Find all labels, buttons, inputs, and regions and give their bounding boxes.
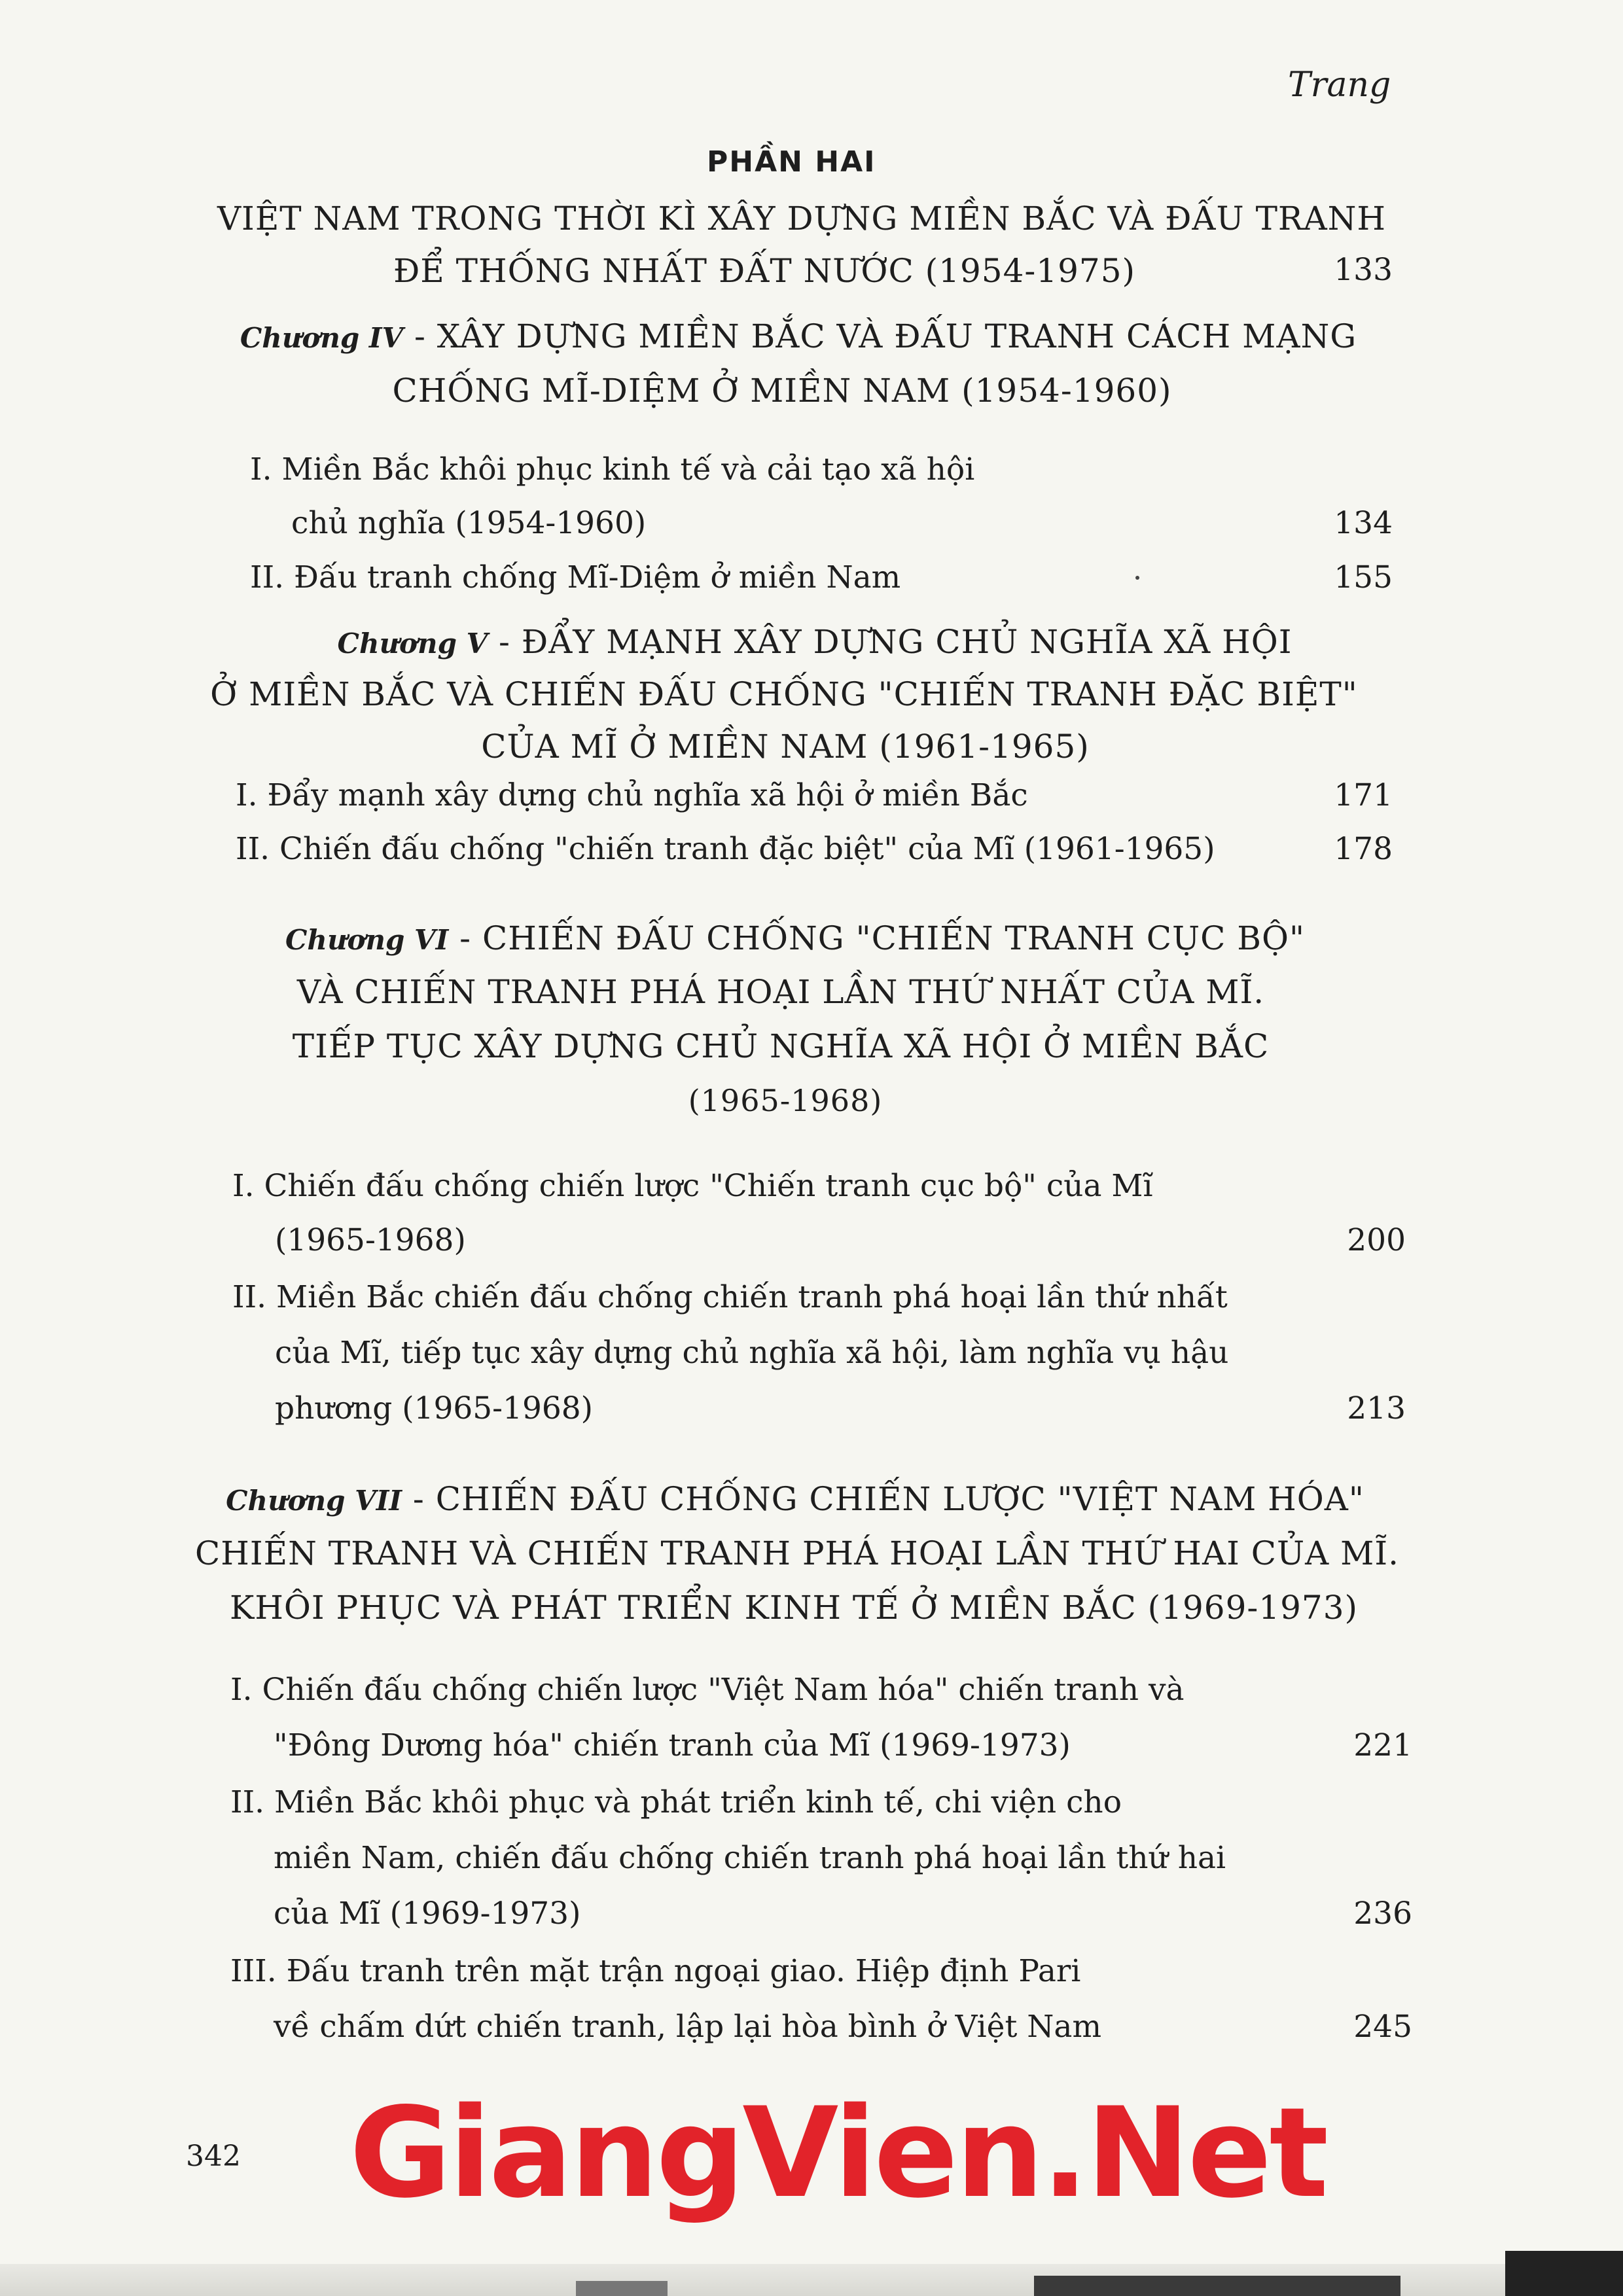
toc-entry-line: miền Nam, chiến đấu chống chiến tranh phá hoại lần thứ hai [274,1840,1226,1876]
part-title-line1: VIỆT NAM TRONG THỜI KÌ XÂY DỰNG MIỀN BẮC VÀ ĐẤU TRANH [217,200,1387,238]
toc-entry-page: 171 [1334,777,1393,813]
toc-entry-page: 178 [1334,831,1393,867]
toc-entry-line: "Đông Dương hóa" chiến tranh của Mĩ (1969-1973) [274,1727,1071,1763]
chapter-vi-line2: VÀ CHIẾN TRANH PHÁ HOẠI LẦN THỨ NHẤT CỦA MĨ. [296,973,1265,1011]
toc-entry-page: 236 [1353,1896,1412,1932]
scan-speck [1135,576,1139,580]
toc-entry-line: (1965-1968) [275,1222,466,1258]
toc-entry-page: 245 [1353,2009,1412,2045]
toc-entry-page: 213 [1347,1390,1406,1426]
toc-entry-page: 200 [1347,1222,1406,1258]
part-label: PHẦN HAI [707,145,876,179]
toc-entry-line: II. Miền Bắc chiến đấu chống chiến tranh phá hoại lần thứ nhất [232,1279,1228,1315]
toc-entry-line: II. Chiến đấu chống "chiến tranh đặc biệt" của Mĩ (1961-1965) [236,831,1215,867]
scan-artifact [1505,2251,1623,2296]
chapter-iv-heading [240,317,1357,355]
toc-entry-line: III. Đấu tranh trên mặt trận ngoại giao. Hiệp định Pari [230,1953,1081,1989]
toc-entry-line: II. Đấu tranh chống Mĩ-Diệm ở miền Nam [250,559,901,595]
toc-entry-line: của Mĩ (1969-1973) [274,1896,581,1932]
chapter-vi-line4: (1965-1968) [688,1083,883,1118]
chapter-title: - CHIẾN ĐẤU CHỐNG "CHIẾN TRANH CỤC BỘ" [448,919,1306,957]
toc-entry-page: 221 [1353,1727,1412,1763]
toc-entry-line: I. Đẩy mạnh xây dựng chủ nghĩa xã hội ở miền Bắc [236,777,1028,813]
part-page: 133 [1334,252,1393,288]
chapter-vii-heading [226,1480,1364,1518]
toc-entry-line: II. Miền Bắc khôi phục và phát triển kinh tế, chi viện cho [230,1784,1122,1820]
toc-entry-line: phương (1965-1968) [275,1390,593,1426]
chapter-label: Chương VI [285,924,449,956]
page-number: 342 [186,2140,241,2173]
chapter-label: Chương VII [226,1485,402,1517]
toc-entry-page: 155 [1334,559,1393,595]
chapter-vii-line3: KHÔI PHỤC VÀ PHÁT TRIỂN KINH TẾ Ở MIỀN BẮC (1969-1973) [229,1589,1359,1627]
chapter-iv-line2: CHỐNG MĨ-DIỆM Ở MIỀN NAM (1954-1960) [392,372,1172,410]
chapter-v-heading [338,623,1293,661]
chapter-title: - ĐẨY MẠNH XÂY DỰNG CHỦ NGHĨA XÃ HỘI [488,623,1293,661]
chapter-label: Chương IV [240,322,404,354]
scan-artifact [1034,2276,1400,2296]
watermark: GiangVien.Net [349,2081,1327,2225]
toc-entry-line: I. Chiến đấu chống chiến lược "Chiến tranh cục bộ" của Mĩ [232,1168,1153,1204]
toc-entry-page: 134 [1334,505,1393,541]
chapter-vi-line3: TIẾP TỤC XÂY DỰNG CHỦ NGHĨA XÃ HỘI Ở MIỀN BẮC [292,1027,1270,1065]
scan-artifact [576,2281,668,2296]
toc-entry-line: của Mĩ, tiếp tục xây dựng chủ nghĩa xã hội, làm nghĩa vụ hậu [275,1335,1229,1371]
toc-entry-line: chủ nghĩa (1954-1960) [291,505,647,541]
toc-entry-line: về chấm dứt chiến tranh, lập lại hòa bình ở Việt Nam [274,2009,1102,2045]
chapter-v-line2: Ở MIỀN BẮC VÀ CHIẾN ĐẤU CHỐNG "CHIẾN TRANH ĐẶC BIỆT" [210,675,1358,713]
toc-entry-line: I. Miền Bắc khôi phục kinh tế và cải tạo xã hội [250,451,975,487]
chapter-title: - CHIẾN ĐẤU CHỐNG CHIẾN LƯỢC "VIỆT NAM HÓA" [402,1480,1364,1518]
part-title-line2: ĐỂ THỐNG NHẤT ĐẤT NƯỚC (1954-1975) [393,252,1136,290]
chapter-label: Chương V [337,627,488,660]
chapter-vii-line2: CHIẾN TRANH VÀ CHIẾN TRANH PHÁ HOẠI LẦN THỨ HAI CỦA MĨ. [194,1534,1400,1572]
chapter-title: - XÂY DỰNG MIỀN BẮC VÀ ĐẤU TRANH CÁCH MẠNG [403,317,1357,355]
chapter-vi-heading [285,919,1305,957]
toc-entry-line: I. Chiến đấu chống chiến lược "Việt Nam hóa" chiến tranh và [230,1672,1185,1708]
chapter-v-line3: CỦA MĨ Ở MIỀN NAM (1961-1965) [481,728,1090,766]
page-column-header: Trang [1288,65,1391,105]
